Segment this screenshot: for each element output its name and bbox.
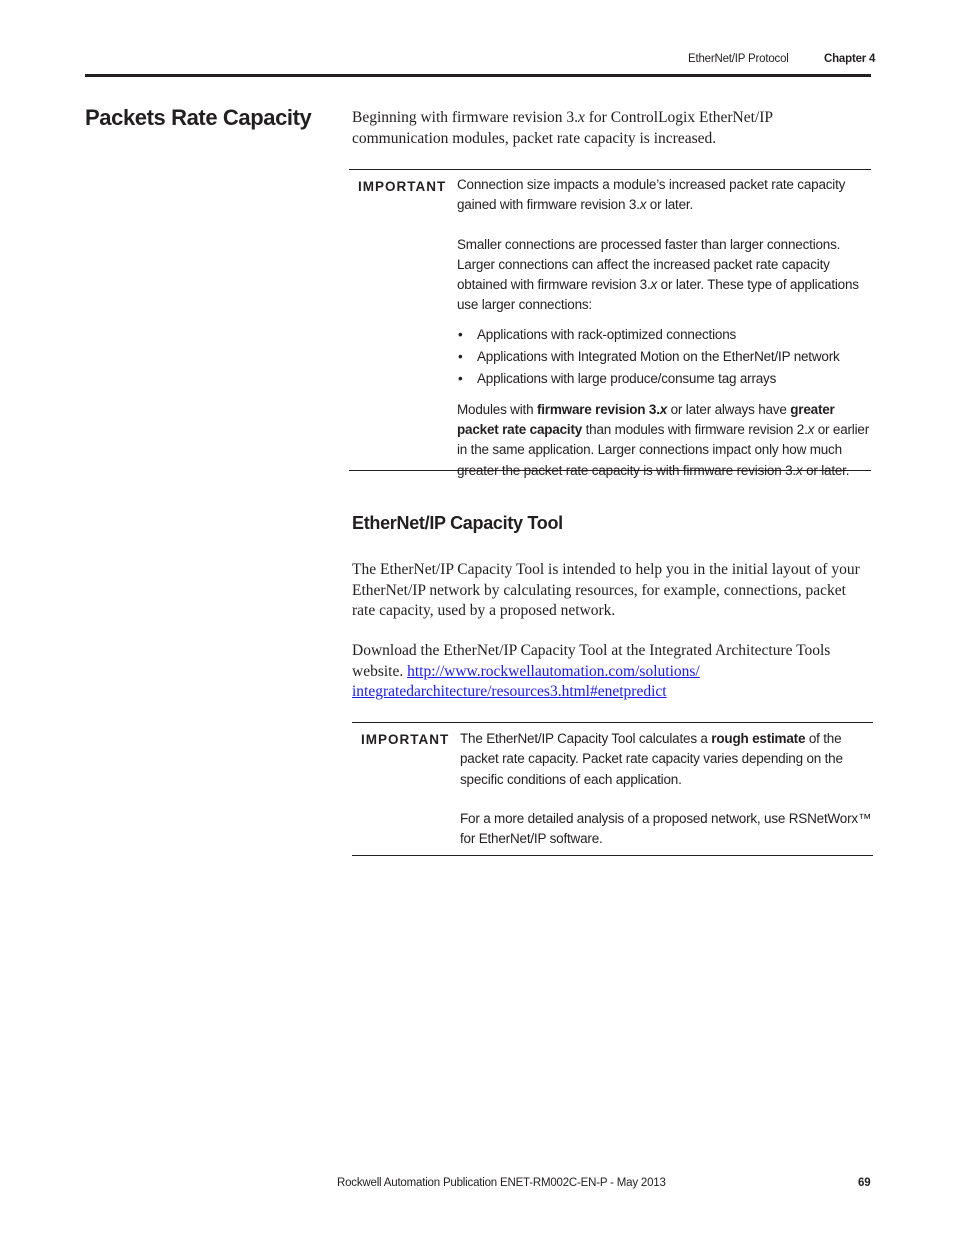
body-paragraph: The EtherNet/IP Capacity Tool is intended to help you in the initial layout of your EtherNet/IP network by calculating resources, for example, connections, packet rate capacity, used by a proposed network. [352,561,860,619]
bullet-icon: • [458,326,463,342]
page-number: 69 [858,1177,871,1189]
header-chapter: Chapter 4 [824,53,876,65]
important-box-packet-rate [349,169,871,478]
important-label: IMPORTANT [361,732,450,747]
page-title: Packets Rate Capacity [85,105,312,130]
intro-variable: x [578,109,585,126]
footer-publication: Rockwell Automation Publication ENET-RM002C-EN-P - May 2013 [337,1177,666,1189]
header-rule [85,74,871,77]
capacity-tool-link[interactable]: http://www.rockwellautomation.com/solutions/ integratedarchitecture/resources3.html#enetpredict [352,662,700,700]
important-body [460,729,875,849]
bullet-icon: • [458,348,463,364]
subsection-heading: EtherNet/IP Capacity Tool [352,513,563,533]
bullet-list [457,324,872,390]
download-paragraph: Download the EtherNet/IP Capacity Tool at the Integrated Architecture Tools website. http://www.rockwellautomation.com/solutions/ integratedarchitecture/resources3.html#enetpredict [352,642,831,700]
list-item: • Applications with rack-optimized connections [457,324,872,346]
intro-text: Beginning with firmware revision 3. [352,109,578,126]
important-paragraph: Modules with firmware revision 3.x or later always have greater packet rate capacity than modules with firmware revision 2.x or earlier in the same application. Larger connections impact only how much greater the packet rate capacity is with firmware revision 3.x or later. [457,401,870,478]
intro-paragraph [352,108,822,149]
important-paragraph: The EtherNet/IP Capacity Tool calculates a rough estimate of the packet rate capacity. Packet rate capacity varies depending on the specific conditions of each application. [460,731,843,787]
page-header [0,0,954,80]
bullet-icon: • [458,370,463,386]
list-item: • Applications with Integrated Motion on the EtherNet/IP network [457,346,872,368]
important-box-capacity-tool [352,722,873,856]
important-paragraph: Smaller connections are processed faster than larger connections. Larger connections can affect the increased packet rate capacity obtained with firmware revision 3.x or later. These type of applications use larger connections: [457,236,859,313]
list-item: • Applications with large produce/consume tag arrays [457,368,872,390]
header-section-title: EtherNet/IP Protocol [688,53,789,65]
important-paragraph: Connection size impacts a module’s increased packet rate capacity gained with firmware revision 3.x or later. [457,177,846,213]
intro-text-end: for ControlLogix EtherNet/IP communication modules, packet rate capacity is increased. [352,109,773,147]
important-body [457,175,872,481]
important-label: IMPORTANT [358,179,447,194]
important-paragraph: For a more detailed analysis of a proposed network, use RSNetWorx™ for EtherNet/IP software. [460,810,872,847]
